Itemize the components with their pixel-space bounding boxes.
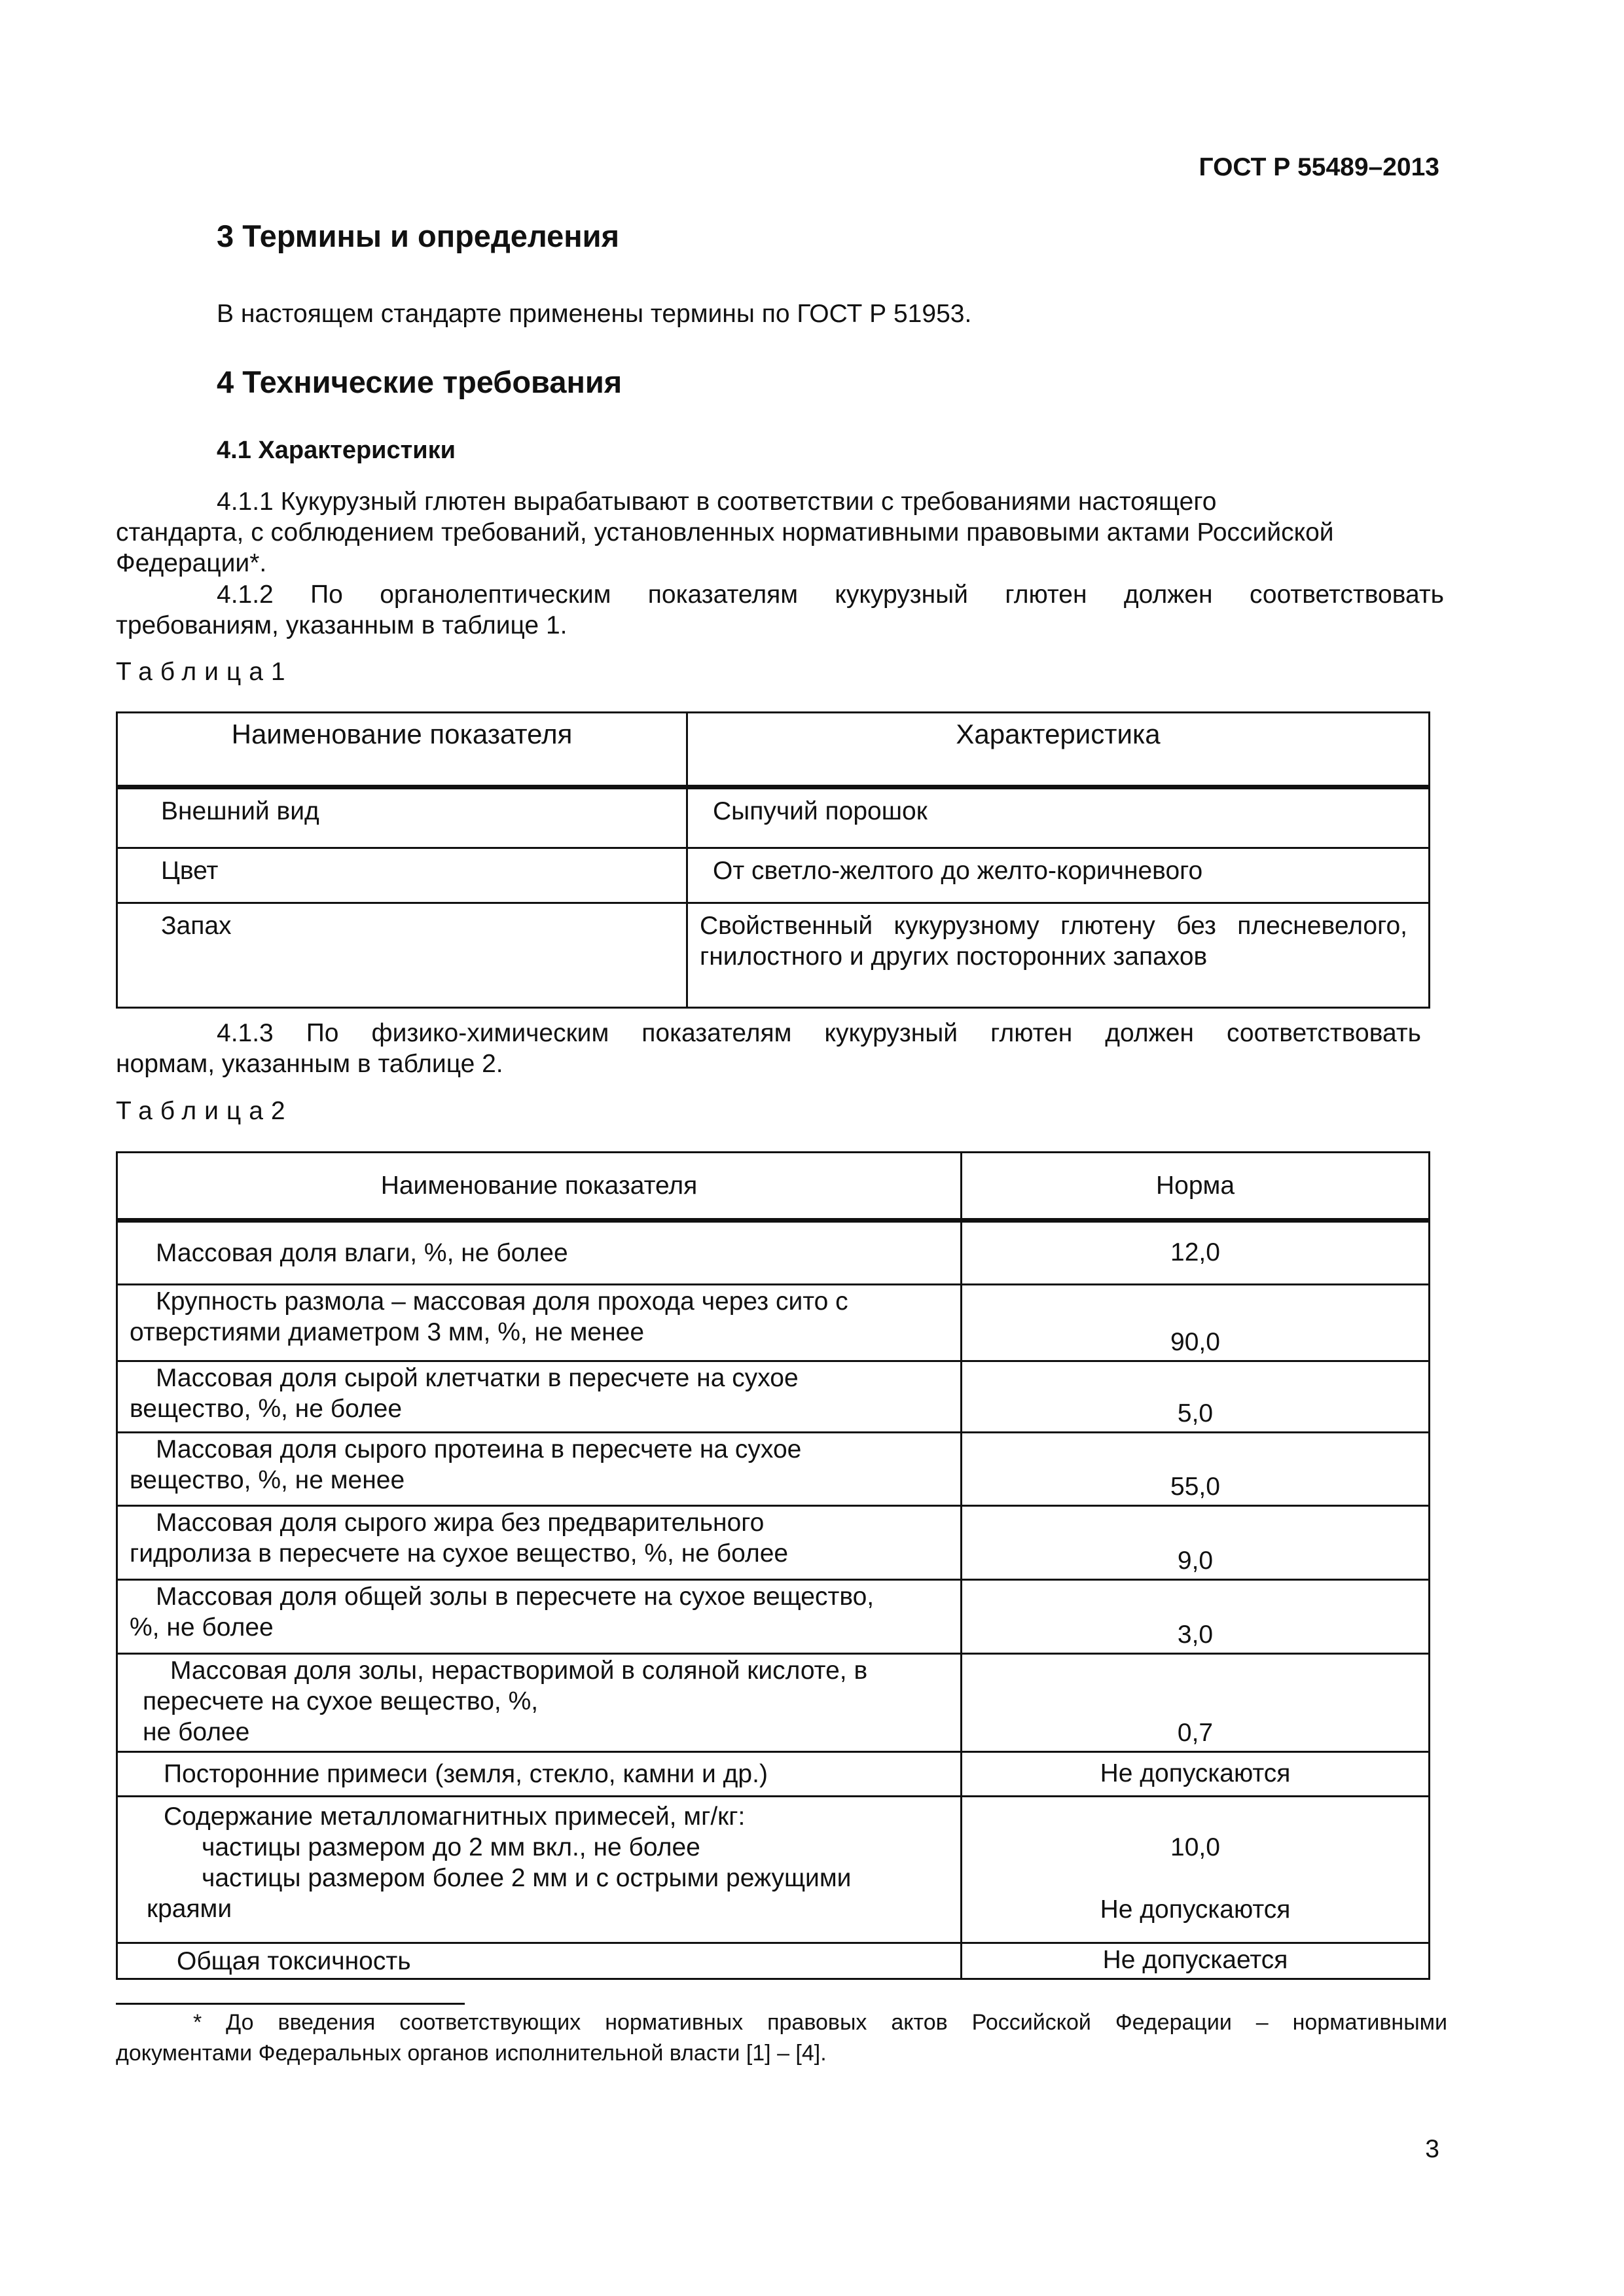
table-2-row-name: Общая токсичность — [117, 1943, 962, 1979]
table-2-row-name: Массовая доля сырой клетчатки в пересчете на сухое вещество, %, не более — [117, 1361, 962, 1433]
section-3-text: В настоящем стандарте применены термины по ГОСТ Р 51953. — [217, 300, 972, 328]
table-1-row-value: Свойственный кукурузному глютену без плесневелого, гнилостного и других посторонних запахов — [687, 903, 1430, 1008]
table-1-row-name: Запах — [117, 903, 687, 1008]
paragraph-4-1-3-line2: нормам, указанным в таблице 2. — [116, 1050, 503, 1078]
paragraph-4-1-2-line2: требованиям, указанным в таблице 1. — [116, 611, 568, 639]
table-2-row-name: Массовая доля золы, нерастворимой в соляной кислоте, в пересчете на сухое вещество, %, не более — [117, 1654, 962, 1752]
table-1-header-name: Наименование показателя — [117, 713, 687, 787]
table-1 — [116, 711, 1430, 1009]
table-2-row-value: 55,0 — [962, 1433, 1430, 1506]
section-4-title: 4 Технические требования — [217, 365, 623, 399]
section-3-title: 3 Термины и определения — [217, 219, 619, 253]
table-2-row-value: 5,0 — [962, 1361, 1430, 1433]
footnote — [116, 2007, 1447, 2069]
table-1-row-value: Сыпучий порошок — [687, 787, 1430, 848]
paragraph-4-1-1-line3: Федерации*. — [116, 549, 267, 577]
subsection-4-1-title: 4.1 Характеристики — [217, 437, 456, 464]
footnote-line1: * До введения соответствующих нормативных правовых актов Российской Федерации – нормативными — [193, 2010, 1447, 2035]
table-1-row-name: Внешний вид — [117, 787, 687, 848]
paragraph-4-1-1-line1: 4.1.1 Кукурузный глютен вырабатывают в соответствии с требованиями настоящего — [217, 488, 1217, 516]
footnote-line2: документами Федеральных органов исполнительной власти [1] – [4]. — [116, 2041, 827, 2066]
table-2-row-value: 3,0 — [962, 1580, 1430, 1654]
page-number: 3 — [1425, 2135, 1439, 2163]
table-2-row-value: Не допускаются — [962, 1752, 1430, 1797]
table-2-row-name: Крупность размола – массовая доля прохода через сито с отверстиями диаметром 3 мм, %, не менее — [117, 1285, 962, 1361]
table-2-row-value: 0,7 — [962, 1654, 1430, 1752]
table-2-header-norm: Норма — [962, 1153, 1430, 1221]
table-2-row-value: 10,0 Не допускаются — [962, 1797, 1430, 1943]
table-2-header-name: Наименование показателя — [117, 1153, 962, 1221]
table-2-row-value: 12,0 — [962, 1221, 1430, 1285]
table-2-row-value: 90,0 — [962, 1285, 1430, 1361]
footnote-separator — [116, 2003, 465, 2005]
table-2-row-name: Массовая доля сырого протеина в пересчете на сухое вещество, %, не менее — [117, 1433, 962, 1506]
table-2-caption: Таблица2 — [116, 1097, 293, 1125]
paragraph-4-1-1-line2: стандарта, с соблюдением требований, установленных нормативными правовыми актами Российской — [116, 518, 1334, 547]
table-2-row-name: Посторонние примеси (земля, стекло, камни и др.) — [117, 1752, 962, 1797]
table-2-row-value: 9,0 — [962, 1506, 1430, 1580]
standard-code: ГОСТ Р 55489–2013 — [1199, 153, 1439, 181]
table-1-row-name: Цвет — [117, 848, 687, 903]
table-2-row-value: Не допускается — [962, 1943, 1430, 1979]
table-2-row-name: Массовая доля влаги, %, не более — [117, 1221, 962, 1285]
paragraph-4-1-3-line1: 4.1.3 По физико-химическим показателям кукурузный глютен должен соответствовать — [217, 1019, 1421, 1047]
table-2 — [116, 1151, 1430, 1980]
table-1-header-characteristic: Характеристика — [687, 713, 1430, 787]
table-2-row-name: Содержание металломагнитных примесей, мг/кг: частицы размером до 2 мм вкл., не более частицы размером более 2 мм и с острыми режущими краями — [117, 1797, 962, 1943]
table-2-row-name: Массовая доля сырого жира без предварительного гидролиза в пересчете на сухое вещество, %, не более — [117, 1506, 962, 1580]
table-1-caption: Таблица1 — [116, 658, 293, 686]
paragraph-4-1-2-line1: 4.1.2 По органолептическим показателям кукурузный глютен должен соответствовать — [217, 581, 1444, 609]
table-2-row-name: Массовая доля общей золы в пересчете на сухое вещество, %, не более — [117, 1580, 962, 1654]
table-1-row-value: От светло-желтого до желто-коричневого — [687, 848, 1430, 903]
